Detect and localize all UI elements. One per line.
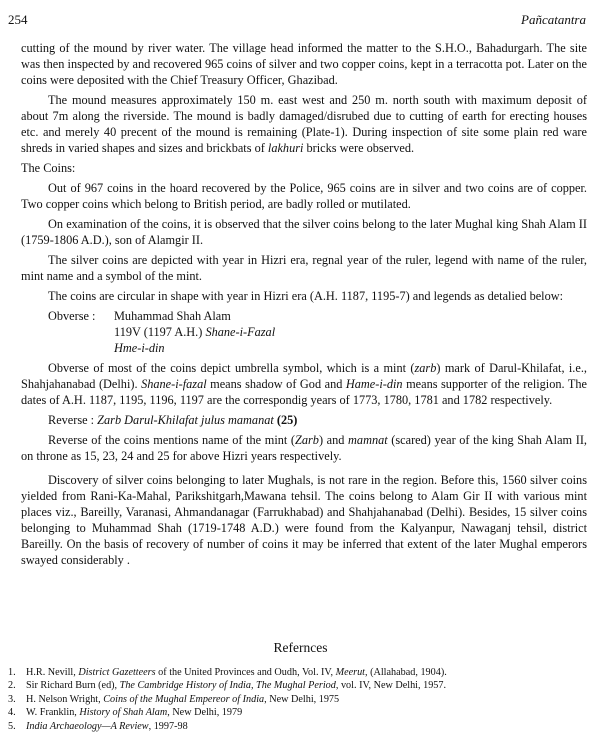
paragraph-obverse-symbol bbox=[21, 360, 587, 408]
paragraph-reverse bbox=[21, 432, 587, 464]
reverse-label: Reverse : bbox=[48, 413, 98, 427]
obverse-line bbox=[48, 308, 587, 324]
reference-text bbox=[26, 706, 242, 719]
reference-text bbox=[26, 666, 447, 679]
obverse-label: Obverse : bbox=[48, 309, 96, 323]
text-run: , 1997-98 bbox=[148, 720, 188, 732]
body-text bbox=[21, 40, 587, 572]
bold-number: (25) bbox=[273, 413, 298, 427]
reverse-legend bbox=[21, 412, 587, 428]
paragraph-shape: The coins are circular in shape with year in Hizri era (A.H. 1187, 1195-7) and legends as detalied below: bbox=[48, 289, 564, 303]
references-list bbox=[8, 666, 593, 733]
reference-number: 3. bbox=[8, 693, 16, 705]
reference-text bbox=[26, 720, 188, 733]
text-run: (scared) year of the king Shah Alam II, on throne as 15, 23, 24 and 25 for above Hizri years respectively. bbox=[21, 433, 587, 463]
text-run: , (Allahabad, 1904). bbox=[365, 667, 447, 678]
italic-term: Shane-i-Fazal bbox=[205, 325, 276, 339]
obverse-line-1: Muhammad Shah Alam bbox=[114, 309, 231, 323]
italic-term: Zarb Darul-Khilafat julus mamanat bbox=[97, 413, 274, 427]
obverse-line-3: Hme-i-din bbox=[114, 341, 165, 355]
italic-title: Meerut bbox=[335, 667, 365, 678]
paragraph-site-recovery: cutting of the mound by river water. The village head informed the matter to the S.H.O., Bahadurgarh. The site was then inspected by and recovered 965 coins of silver and two copper coins, kept in a terracotta pot. Later on the coins were deposited with the Chief Treasury Officer, Ghazibad. bbox=[21, 41, 587, 87]
references-heading: Refernces bbox=[273, 640, 328, 655]
reference-number: 5. bbox=[8, 720, 16, 732]
text-run: H.R. Nevill, bbox=[26, 667, 79, 678]
paragraph-mound bbox=[21, 92, 587, 156]
spacer bbox=[48, 340, 114, 356]
page-number: 254 bbox=[8, 12, 28, 27]
reference-item bbox=[8, 666, 593, 679]
text-run: 119V (1197 A.H.) bbox=[114, 325, 206, 339]
text-run: ) and bbox=[318, 433, 349, 447]
italic-term: lakhuri bbox=[267, 141, 304, 155]
reference-item bbox=[8, 720, 593, 733]
text-run: Reverse of the coins mentions name of the mint ( bbox=[48, 433, 296, 447]
reference-number: 1. bbox=[8, 667, 16, 678]
italic-title: Coins of the Mughal Empereor of India bbox=[103, 693, 265, 705]
italic-title: History of Shah Alam bbox=[79, 707, 168, 719]
text-run: means shadow of God and bbox=[206, 377, 346, 391]
text-run: Sir Richard Burn (ed), bbox=[26, 680, 120, 692]
section-heading-coins: The Coins: bbox=[21, 161, 76, 175]
paragraph-depiction: The silver coins are depicted with year in Hizri era, regnal year of the ruler, legend with name of the ruler, mint name and a symbol of the mint. bbox=[21, 253, 587, 283]
reference-item bbox=[8, 706, 593, 719]
text-run: , New Delhi, 1975 bbox=[264, 693, 340, 705]
reference-item bbox=[8, 679, 593, 692]
paragraph-hoard: Out of 967 coins in the hoard recovered by the Police, 965 coins are in silver and two coins are of copper. Two copper coins which belong to British period, are badly rolled or mutilated. bbox=[21, 181, 587, 211]
references-section bbox=[8, 640, 593, 733]
italic-term: Zarb bbox=[295, 433, 319, 447]
italic-title: The Cambridge History of India, The Mughal Period bbox=[119, 680, 336, 692]
obverse-line bbox=[48, 340, 587, 356]
text-run: of the United Provinces and Oudh, Vol. IV, bbox=[155, 667, 336, 678]
obverse-line-2 bbox=[114, 324, 275, 340]
text-run: , vol. IV, New Delhi, 1957. bbox=[335, 680, 447, 692]
text-run: bricks were observed. bbox=[303, 141, 415, 155]
obverse-legend bbox=[48, 308, 587, 356]
reference-number: 2. bbox=[8, 680, 16, 692]
italic-term: Hame-i-din bbox=[345, 377, 403, 391]
text-run: ) mark of Darul-Khilafat, i.e., Shahjahanabad (Delhi). bbox=[21, 361, 587, 391]
text-run: H. Nelson Wright, bbox=[26, 693, 104, 705]
italic-term: mamnat bbox=[348, 433, 388, 447]
paragraph-examination: On examination of the coins, it is observed that the silver coins belong to the later Mughal king Shah Alam II (1759-1806 A.D.), son of Alamgir II. bbox=[21, 217, 587, 247]
obverse-line bbox=[48, 324, 587, 340]
reference-number: 4. bbox=[8, 707, 16, 719]
reference-text bbox=[26, 693, 339, 706]
running-title: Pañcatantra bbox=[521, 12, 586, 27]
paragraph-discovery: Discovery of silver coins belonging to later Mughals, is not rare in the region. Before this, 1560 silver coins yielded from Rani-Ka-Mahal, Parikshitgarh,Mawana tehsil. The coins belong to Alam Gir II with various mint places viz., Bareilly, Varanasi, Ahmandanagar (Farrukhabad) and Shahjahanabad (Delhi). Besides, 15 silver coins belonging to Muhammad Shah (1719-1748 A.D.) were found from the Kalyanpur, Nawaganj tehsil, district Bareilly. On the basis of recovery of number of coins it may be inferred that extent of the later Mughal emperors swayed considerably . bbox=[21, 473, 587, 567]
text-run: Obverse of most of the coins depict umbrella symbol, which is a mint ( bbox=[48, 361, 415, 375]
text-run: W. Franklin, bbox=[26, 707, 80, 719]
italic-term: zarb bbox=[414, 361, 437, 375]
italic-term: Shane-i-fazal bbox=[141, 377, 207, 391]
reference-text bbox=[26, 679, 446, 692]
spacer bbox=[48, 324, 114, 340]
italic-title: India Archaeology—A Review bbox=[26, 720, 149, 732]
italic-title: District Gazetteers bbox=[78, 667, 156, 678]
reference-item bbox=[8, 693, 593, 706]
text-run: The mound measures approximately 150 m. east west and 250 m. north south with maximum deposit of about 7m along the riverside. The mound is badly damaged/disrubed due to cutting of earth for erecting houses etc. and merely 40 precent of the mound is remaining (Plate-1). During inspection of site some plain red ware shreds in varied shapes and sizes and brickbats of bbox=[21, 93, 587, 155]
text-run: , New Delhi, 1979 bbox=[167, 707, 243, 719]
text-run: means supporter of the religion. The dates of A.H. 1187, 1195, 1196, 1197 are the correspondig years of 1773, 1780, 1781 and 1782 respectively. bbox=[21, 377, 588, 407]
